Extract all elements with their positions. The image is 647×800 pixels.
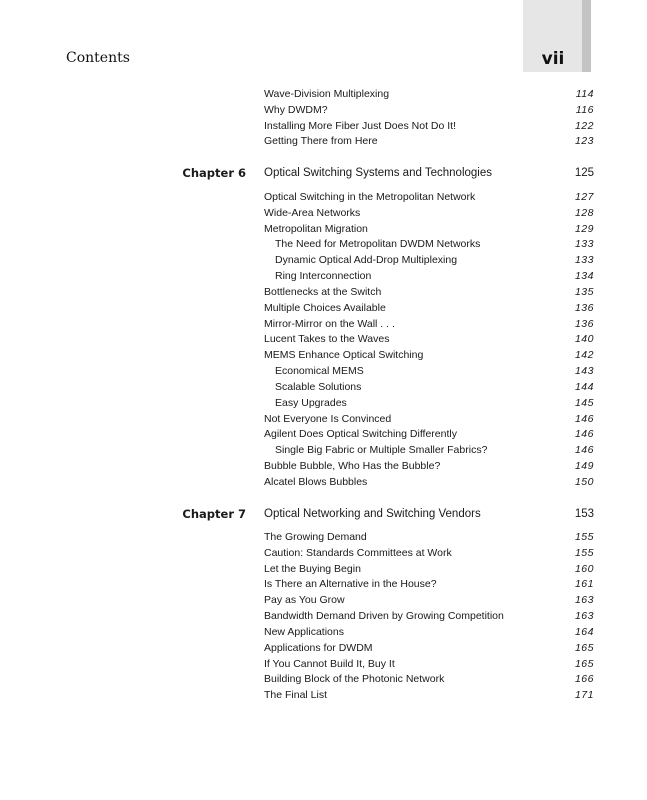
toc-entry-page: 128 — [574, 207, 594, 219]
toc-subentry — [0, 379, 647, 395]
toc-entry-title: Caution: Standards Committees at Work — [264, 547, 452, 559]
toc-entry — [0, 545, 647, 561]
toc-entry-title: Installing More Fiber Just Does Not Do It! — [264, 120, 456, 132]
toc-subentry — [0, 236, 647, 252]
toc-entry-page: 133 — [574, 238, 594, 250]
toc-subentry — [0, 268, 647, 284]
chapter-heading — [0, 505, 647, 523]
toc-entry-page: 145 — [574, 397, 594, 409]
toc-entry-page: 164 — [574, 626, 594, 638]
toc-entry-page: 149 — [574, 460, 594, 472]
toc-entry — [0, 284, 647, 300]
toc-entry — [0, 592, 647, 608]
toc-entry — [0, 687, 647, 703]
toc-entry-title: Applications for DWDM — [264, 642, 373, 654]
chapter-page: 153 — [574, 508, 594, 520]
toc-entry — [0, 411, 647, 427]
toc-entry-page: 144 — [574, 381, 594, 393]
toc-entry-page: 161 — [574, 578, 594, 590]
toc-entry-title: Bottlenecks at the Switch — [264, 286, 382, 298]
toc-subentry — [0, 252, 647, 268]
toc-entry-page: 146 — [574, 444, 594, 456]
toc-entry-page: 143 — [574, 365, 594, 377]
toc-entry-page: 114 — [575, 88, 594, 100]
toc-entry-page: 160 — [574, 563, 594, 575]
toc-entry — [0, 608, 647, 624]
toc-entry-page: 163 — [574, 594, 594, 606]
toc-entry — [0, 189, 647, 205]
toc-entry — [0, 331, 647, 347]
toc-entry-page: 146 — [574, 428, 594, 440]
toc-entry-page: 155 — [574, 547, 594, 559]
toc-entry — [0, 656, 647, 672]
toc-entry — [0, 221, 647, 237]
toc-entry-page: 134 — [574, 270, 594, 282]
toc-entry-page: 136 — [574, 302, 594, 314]
toc-entry-page: 135 — [574, 286, 594, 298]
chapter-page: 125 — [574, 167, 594, 179]
toc-entry-title: Let the Buying Begin — [264, 563, 361, 575]
toc-entry — [0, 205, 647, 221]
toc-entry-page: 140 — [574, 333, 594, 345]
chapter-heading — [0, 164, 647, 182]
toc-entry — [0, 529, 647, 545]
toc-entry — [0, 118, 647, 134]
toc-entry-title: Ring Interconnection — [275, 270, 372, 282]
toc-entry-title: If You Cannot Build It, Buy It — [264, 658, 395, 670]
toc-entry — [0, 133, 647, 149]
chapter-label: Chapter 6 — [182, 166, 246, 180]
toc-entry-title: The Final List — [264, 689, 328, 701]
chapter-label: Chapter 7 — [182, 507, 246, 521]
toc-entry-title: Single Big Fabric or Multiple Smaller Fabrics? — [275, 444, 488, 456]
toc-entry-page: 127 — [574, 191, 594, 203]
toc-entry-title: Agilent Does Optical Switching Differently — [264, 428, 457, 440]
toc-entry-page: 163 — [574, 610, 594, 622]
toc-subentry — [0, 363, 647, 379]
toc-entry — [0, 426, 647, 442]
toc-entry — [0, 102, 647, 118]
toc-entry — [0, 576, 647, 592]
toc-entry-page: 155 — [574, 531, 594, 543]
toc-entry-title: Is There an Alternative in the House? — [264, 578, 437, 590]
toc-subentry — [0, 395, 647, 411]
toc-entry-page: 136 — [574, 318, 594, 330]
toc-entry-title: Lucent Takes to the Waves — [264, 333, 390, 345]
toc-entry-page: 122 — [574, 120, 594, 132]
page-tab-edge — [582, 0, 591, 72]
toc-entry-title: Getting There from Here — [264, 135, 378, 147]
toc-entry-title: Scalable Solutions — [275, 381, 362, 393]
toc-entry-title: Wide-Area Networks — [264, 207, 361, 219]
toc-entry-title: Mirror-Mirror on the Wall . . . — [264, 318, 395, 330]
toc-entry-page: 129 — [574, 223, 594, 235]
toc-entry-title: MEMS Enhance Optical Switching — [264, 349, 424, 361]
toc-entry-title: Why DWDM? — [264, 104, 328, 116]
toc-entry-title: Easy Upgrades — [275, 397, 347, 409]
toc-entry-title: Dynamic Optical Add-Drop Multiplexing — [275, 254, 458, 266]
chapter-title: Optical Switching Systems and Technologies — [264, 167, 492, 179]
page-number: vii — [541, 49, 565, 69]
toc-entry — [0, 624, 647, 640]
toc-entry-title: Pay as You Grow — [264, 594, 345, 606]
toc-entry-page: 146 — [574, 413, 594, 425]
toc-entry-title: Multiple Choices Available — [264, 302, 386, 314]
toc-subentry — [0, 442, 647, 458]
toc-entry — [0, 561, 647, 577]
toc-entry-title: Alcatel Blows Bubbles — [264, 476, 368, 488]
toc-entry-title: Optical Switching in the Metropolitan Network — [264, 191, 476, 203]
toc-entry — [0, 458, 647, 474]
toc-entry-page: 171 — [574, 689, 594, 701]
toc-entry-title: The Need for Metropolitan DWDM Networks — [275, 238, 481, 250]
toc-entry — [0, 474, 647, 490]
toc-entry-title: Bandwidth Demand Driven by Growing Competition — [264, 610, 504, 622]
toc-entry-page: 166 — [574, 673, 594, 685]
toc-entry — [0, 671, 647, 687]
toc-entry-title: The Growing Demand — [264, 531, 367, 543]
toc-entry-page: 165 — [574, 658, 594, 670]
toc-entry-title: New Applications — [264, 626, 344, 638]
running-head: Contents — [66, 50, 130, 66]
toc-entry-title: Building Block of the Photonic Network — [264, 673, 445, 685]
toc-entry-page: 116 — [575, 104, 594, 116]
toc-entry — [0, 300, 647, 316]
toc-entry-page: 150 — [574, 476, 594, 488]
toc-entry — [0, 86, 647, 102]
toc-entry-title: Bubble Bubble, Who Has the Bubble? — [264, 460, 441, 472]
toc-entry-page: 133 — [574, 254, 594, 266]
toc-entry — [0, 316, 647, 332]
toc-entry — [0, 347, 647, 363]
toc-entry-page: 123 — [574, 135, 594, 147]
toc-entry-title: Metropolitan Migration — [264, 223, 368, 235]
toc-entry-title: Wave-Division Multiplexing — [264, 88, 390, 100]
toc-entry-page: 165 — [574, 642, 594, 654]
chapter-title: Optical Networking and Switching Vendors — [264, 508, 481, 520]
toc-entry — [0, 640, 647, 656]
toc-entry-title: Economical MEMS — [275, 365, 364, 377]
toc-entry-page: 142 — [574, 349, 594, 361]
toc-entry-title: Not Everyone Is Convinced — [264, 413, 392, 425]
